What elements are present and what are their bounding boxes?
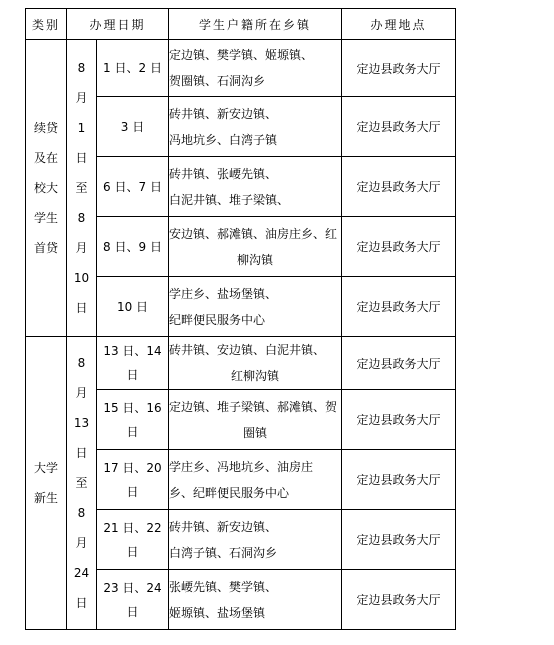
category-cell: [26, 40, 67, 337]
towns-cell: [169, 277, 342, 337]
category-text: 续贷: [33, 121, 58, 135]
date-range-text: 日: [75, 596, 88, 610]
towns-text: 砖井镇、新安边镇、: [169, 106, 278, 121]
date-range-text: 8: [77, 61, 86, 75]
date-range-text: 8: [77, 356, 86, 370]
towns-cell: [169, 40, 342, 97]
date-range-text: 1: [77, 121, 86, 135]
date-text: 1 日、2 日: [103, 61, 162, 75]
date-cell: [97, 450, 169, 510]
date-range-text: 日: [75, 151, 88, 165]
date-range-cell: [67, 337, 97, 630]
header-category: 类别: [26, 9, 67, 40]
date-range-text: 至: [75, 181, 88, 195]
towns-text: 乡、纪畔便民服务中心: [169, 485, 290, 500]
date-range-text: 日: [75, 446, 88, 460]
date-cell: [97, 390, 169, 450]
category-cell: [26, 337, 67, 630]
date-text: 日: [126, 604, 139, 619]
header-date: 办理日期: [67, 9, 169, 40]
place-cell: 定边县政务大厅: [342, 217, 456, 277]
date-text: 3 日: [120, 119, 145, 134]
date-cell: [97, 40, 169, 97]
header-place: 办理地点: [342, 9, 456, 40]
date-text: 10 日: [116, 299, 149, 314]
towns-text: 冯地坑乡、白湾子镇: [169, 132, 278, 147]
place-cell: 定边县政务大厅: [342, 40, 456, 97]
towns-text: 学庄乡、盐场堡镇、: [169, 286, 278, 301]
towns-cell: [169, 390, 342, 450]
date-range-text: 月: [75, 386, 88, 400]
towns-cell: [169, 337, 342, 390]
towns-text: 砖井镇、张崾先镇、: [169, 166, 278, 181]
towns-text: 安边镇、郝滩镇、油房庄乡、红: [169, 226, 338, 241]
towns-text: 张崾先镇、樊学镇、: [169, 579, 278, 594]
towns-text: 红柳沟镇: [230, 369, 279, 383]
place-cell: 定边县政务大厅: [342, 390, 456, 450]
towns-text: 白湾子镇、石洞沟乡: [169, 545, 278, 560]
date-text: 13 日、14: [103, 344, 162, 358]
date-range-text: 日: [75, 301, 88, 315]
date-text: 日: [126, 424, 139, 439]
date-range-text: 月: [75, 536, 88, 550]
towns-text: 学庄乡、冯地坑乡、油房庄: [169, 459, 314, 474]
date-cell: [97, 337, 169, 390]
date-text: 日: [126, 368, 139, 382]
schedule-table: [25, 8, 456, 630]
date-range-text: 8: [77, 211, 86, 225]
date-cell: [97, 510, 169, 570]
place-cell: 定边县政务大厅: [342, 157, 456, 217]
date-text: 6 日、7 日: [103, 179, 162, 194]
category-text: 学生: [33, 211, 58, 225]
towns-cell: [169, 157, 342, 217]
category-text: 新生: [33, 491, 58, 505]
place-cell: 定边县政务大厅: [342, 510, 456, 570]
header-towns: 学生户籍所在乡镇: [169, 9, 342, 40]
date-cell: [97, 97, 169, 157]
table-row: [26, 40, 456, 97]
date-range-text: 月: [75, 91, 88, 105]
towns-text: 姬塬镇、盐场堡镇: [169, 605, 266, 620]
towns-text: 白泥井镇、堆子梁镇、: [169, 192, 290, 207]
date-text: 15 日、16: [103, 400, 162, 415]
date-text: 8 日、9 日: [103, 239, 162, 254]
towns-cell: [169, 450, 342, 510]
date-cell: [97, 570, 169, 630]
category-text: 首贷: [33, 241, 58, 255]
date-range-text: 13: [73, 416, 90, 430]
date-range-text: 8: [77, 506, 86, 520]
date-text: 21 日、22: [103, 520, 162, 535]
date-range-cell: [67, 40, 97, 337]
date-text: 23 日、24: [103, 580, 162, 595]
towns-text: 砖井镇、新安边镇、: [169, 519, 278, 534]
towns-cell: [169, 570, 342, 630]
category-text: 校大: [33, 181, 58, 195]
place-cell: 定边县政务大厅: [342, 97, 456, 157]
date-range-text: 24: [73, 566, 90, 580]
towns-text: 圈镇: [242, 425, 267, 440]
date-text: 日: [126, 544, 139, 559]
date-cell: [97, 217, 169, 277]
category-text: 大学: [33, 461, 58, 475]
place-cell: 定边县政务大厅: [342, 337, 456, 390]
place-cell: 定边县政务大厅: [342, 570, 456, 630]
towns-text: 定边镇、堆子梁镇、郝滩镇、贺: [169, 399, 338, 414]
towns-text: 砖井镇、安边镇、白泥井镇、: [169, 343, 326, 357]
header-row: [26, 9, 456, 40]
date-range-text: 10: [73, 271, 90, 285]
place-cell: 定边县政务大厅: [342, 450, 456, 510]
towns-cell: [169, 217, 342, 277]
place-cell: 定边县政务大厅: [342, 277, 456, 337]
towns-cell: [169, 97, 342, 157]
towns-text: 柳沟镇: [236, 252, 273, 267]
towns-text: 贺圈镇、石洞沟乡: [169, 74, 266, 88]
category-text: 及在: [33, 151, 58, 165]
date-cell: [97, 277, 169, 337]
towns-cell: [169, 510, 342, 570]
date-text: 17 日、20: [103, 460, 162, 475]
date-text: 日: [126, 484, 139, 499]
date-range-text: 至: [75, 476, 88, 490]
date-cell: [97, 157, 169, 217]
table-row: [26, 337, 456, 390]
towns-text: 纪畔便民服务中心: [169, 312, 266, 327]
towns-text: 定边镇、樊学镇、姬塬镇、: [169, 48, 314, 62]
date-range-text: 月: [75, 241, 88, 255]
